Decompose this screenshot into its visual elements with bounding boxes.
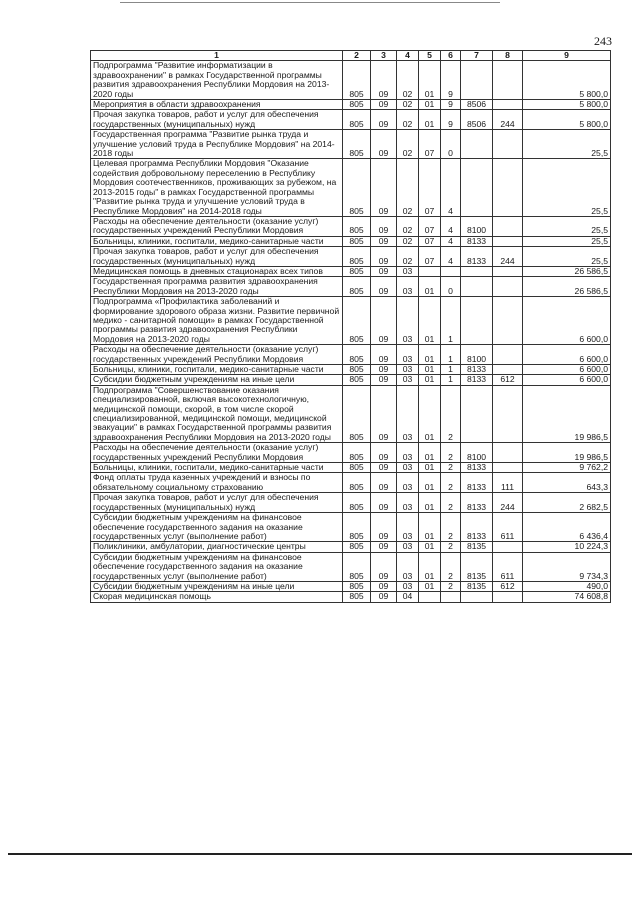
- expense-name-cell: Субсидии бюджетным учреждениям на иные цели: [91, 581, 343, 591]
- code-cell: 03: [397, 552, 419, 581]
- code-cell: 8133: [461, 463, 493, 473]
- code-cell: 09: [371, 236, 397, 246]
- code-cell: 2: [441, 513, 461, 542]
- code-cell: 8133: [461, 493, 493, 513]
- table-row: [91, 513, 611, 542]
- code-cell: 01: [419, 552, 441, 581]
- code-cell: 03: [397, 443, 419, 463]
- table-row: [91, 365, 611, 375]
- code-cell: 244: [493, 247, 523, 267]
- code-cell: 4: [441, 216, 461, 236]
- code-cell: 01: [419, 463, 441, 473]
- table-row: [91, 581, 611, 591]
- amount-cell: 6 436,4: [523, 513, 611, 542]
- amount-cell: 9 734,3: [523, 552, 611, 581]
- table-row: [91, 542, 611, 552]
- code-cell: 01: [419, 385, 441, 442]
- expense-name-cell: Субсидии бюджетным учреждениям на иные цели: [91, 375, 343, 385]
- code-cell: 1: [441, 375, 461, 385]
- table-row: [91, 493, 611, 513]
- code-cell: [493, 297, 523, 345]
- code-cell: 09: [371, 493, 397, 513]
- code-cell: 03: [397, 365, 419, 375]
- code-cell: 244: [493, 110, 523, 130]
- code-cell: 02: [397, 110, 419, 130]
- code-cell: [461, 266, 493, 276]
- table-row: [91, 473, 611, 493]
- code-cell: 02: [397, 130, 419, 159]
- code-cell: 805: [343, 592, 371, 602]
- code-cell: 01: [419, 443, 441, 463]
- amount-cell: 10 224,3: [523, 542, 611, 552]
- code-cell: 09: [371, 385, 397, 442]
- column-header: 1: [91, 51, 343, 61]
- column-header: 2: [343, 51, 371, 61]
- code-cell: 805: [343, 385, 371, 442]
- code-cell: 03: [397, 345, 419, 365]
- expense-name-cell: Государственная программа "Развитие рынка труда и улучшение условий труда в Республике Мордовия" на 2014-2018 годы: [91, 130, 343, 159]
- code-cell: 8133: [461, 473, 493, 493]
- scan-edge-mark: [120, 2, 500, 3]
- page-bottom-rule: [8, 853, 632, 855]
- code-cell: 03: [397, 277, 419, 297]
- code-cell: 09: [371, 365, 397, 375]
- code-cell: 805: [343, 552, 371, 581]
- code-cell: 1: [441, 345, 461, 365]
- code-cell: 03: [397, 513, 419, 542]
- code-cell: 805: [343, 375, 371, 385]
- table-row: [91, 236, 611, 246]
- column-header: 5: [419, 51, 441, 61]
- code-cell: 03: [397, 385, 419, 442]
- code-cell: [493, 266, 523, 276]
- code-cell: 09: [371, 159, 397, 216]
- table-row: [91, 443, 611, 463]
- code-cell: 09: [371, 247, 397, 267]
- code-cell: [493, 542, 523, 552]
- amount-cell: 74 608,8: [523, 592, 611, 602]
- code-cell: 2: [441, 493, 461, 513]
- table-row: [91, 375, 611, 385]
- code-cell: 611: [493, 513, 523, 542]
- code-cell: 03: [397, 463, 419, 473]
- code-cell: 02: [397, 100, 419, 110]
- code-cell: 01: [419, 581, 441, 591]
- code-cell: 805: [343, 365, 371, 375]
- code-cell: 2: [441, 473, 461, 493]
- code-cell: [441, 592, 461, 602]
- code-cell: 805: [343, 277, 371, 297]
- code-cell: 8133: [461, 247, 493, 267]
- code-cell: [461, 592, 493, 602]
- table-row: [91, 130, 611, 159]
- table-row: [91, 110, 611, 130]
- code-cell: 09: [371, 100, 397, 110]
- code-cell: 07: [419, 236, 441, 246]
- code-cell: 4: [441, 159, 461, 216]
- amount-cell: 643,3: [523, 473, 611, 493]
- column-header: 7: [461, 51, 493, 61]
- code-cell: 03: [397, 375, 419, 385]
- amount-cell: 25,5: [523, 130, 611, 159]
- code-cell: 1: [441, 365, 461, 375]
- column-header: 9: [523, 51, 611, 61]
- code-cell: [419, 266, 441, 276]
- code-cell: 09: [371, 542, 397, 552]
- code-cell: [493, 159, 523, 216]
- code-cell: 0: [441, 130, 461, 159]
- expense-name-cell: Подпрограмма «Профилактика заболеваний и формирование здорового образа жизни. Развитие первичной медико - санитарной помощи» в рамках Государственной программы развития здравоохранения Республики Мордовия на 2013-2020 годы: [91, 297, 343, 345]
- code-cell: 09: [371, 345, 397, 365]
- code-cell: 02: [397, 159, 419, 216]
- code-cell: 01: [419, 513, 441, 542]
- code-cell: [461, 61, 493, 100]
- code-cell: 8135: [461, 552, 493, 581]
- expense-name-cell: Фонд оплаты труда казенных учреждений и взносы по обязательному социальному страхованию: [91, 473, 343, 493]
- code-cell: 8133: [461, 365, 493, 375]
- code-cell: 805: [343, 513, 371, 542]
- expense-name-cell: Субсидии бюджетным учреждениям на финансовое обеспечение государственного задания на оказание государственных услуг (выполнение работ): [91, 513, 343, 542]
- budget-table: [90, 50, 611, 603]
- code-cell: 9: [441, 61, 461, 100]
- code-cell: 01: [419, 542, 441, 552]
- expense-name-cell: Больницы, клиники, госпитали, медико-санитарные части: [91, 463, 343, 473]
- table-row: [91, 159, 611, 216]
- amount-cell: 6 600,0: [523, 345, 611, 365]
- code-cell: 8506: [461, 110, 493, 130]
- table-row: [91, 61, 611, 100]
- code-cell: 8100: [461, 216, 493, 236]
- code-cell: 01: [419, 61, 441, 100]
- code-cell: [493, 61, 523, 100]
- code-cell: 03: [397, 581, 419, 591]
- code-cell: 805: [343, 61, 371, 100]
- expense-name-cell: Медицинская помощь в дневных стационарах всех типов: [91, 266, 343, 276]
- budget-table-body: [91, 61, 611, 602]
- code-cell: 09: [371, 513, 397, 542]
- expense-name-cell: Расходы на обеспечение деятельности (оказание услуг) государственных учреждений Республики Мордовия: [91, 216, 343, 236]
- code-cell: 09: [371, 375, 397, 385]
- code-cell: 8133: [461, 513, 493, 542]
- code-cell: 04: [397, 592, 419, 602]
- code-cell: 2: [441, 463, 461, 473]
- code-cell: 01: [419, 473, 441, 493]
- code-cell: 01: [419, 493, 441, 513]
- table-row: [91, 592, 611, 602]
- amount-cell: 19 986,5: [523, 385, 611, 442]
- code-cell: 02: [397, 247, 419, 267]
- code-cell: 111: [493, 473, 523, 493]
- code-cell: 09: [371, 277, 397, 297]
- code-cell: 03: [397, 493, 419, 513]
- code-cell: 07: [419, 159, 441, 216]
- code-cell: 2: [441, 443, 461, 463]
- code-cell: 07: [419, 216, 441, 236]
- code-cell: 09: [371, 61, 397, 100]
- expense-name-cell: Прочая закупка товаров, работ и услуг для обеспечения государственных (муниципальных) нужд: [91, 493, 343, 513]
- code-cell: 03: [397, 266, 419, 276]
- code-cell: 2: [441, 581, 461, 591]
- code-cell: 2: [441, 542, 461, 552]
- code-cell: 805: [343, 100, 371, 110]
- code-cell: 8135: [461, 581, 493, 591]
- code-cell: 612: [493, 581, 523, 591]
- table-row: [91, 552, 611, 581]
- code-cell: 8133: [461, 236, 493, 246]
- code-cell: 02: [397, 216, 419, 236]
- code-cell: 8135: [461, 542, 493, 552]
- table-row: [91, 266, 611, 276]
- page-number: 243: [594, 34, 612, 48]
- code-cell: 805: [343, 297, 371, 345]
- code-cell: 805: [343, 493, 371, 513]
- code-cell: [493, 443, 523, 463]
- code-cell: 09: [371, 463, 397, 473]
- code-cell: 805: [343, 159, 371, 216]
- code-cell: 09: [371, 581, 397, 591]
- code-cell: 805: [343, 443, 371, 463]
- code-cell: [493, 216, 523, 236]
- column-header: 6: [441, 51, 461, 61]
- code-cell: 1: [441, 297, 461, 345]
- expense-name-cell: Больницы, клиники, госпитали, медико-санитарные части: [91, 236, 343, 246]
- code-cell: [461, 159, 493, 216]
- code-cell: 07: [419, 247, 441, 267]
- amount-cell: 5 800,0: [523, 110, 611, 130]
- column-header: 3: [371, 51, 397, 61]
- expense-name-cell: Государственная программа развития здравоохранения Республики Мордовия на 2013-2020 годы: [91, 277, 343, 297]
- code-cell: 2: [441, 385, 461, 442]
- code-cell: 09: [371, 110, 397, 130]
- code-cell: [461, 297, 493, 345]
- expense-name-cell: Прочая закупка товаров, работ и услуг для обеспечения государственных (муниципальных) нужд: [91, 110, 343, 130]
- amount-cell: 5 800,0: [523, 61, 611, 100]
- code-cell: [493, 345, 523, 365]
- code-cell: 8133: [461, 375, 493, 385]
- code-cell: 07: [419, 130, 441, 159]
- code-cell: [419, 592, 441, 602]
- table-row: [91, 385, 611, 442]
- code-cell: 09: [371, 130, 397, 159]
- code-cell: 01: [419, 365, 441, 375]
- amount-cell: 25,5: [523, 216, 611, 236]
- amount-cell: 25,5: [523, 247, 611, 267]
- code-cell: 805: [343, 216, 371, 236]
- code-cell: 02: [397, 236, 419, 246]
- code-cell: 805: [343, 473, 371, 493]
- code-cell: 09: [371, 473, 397, 493]
- table-row: [91, 277, 611, 297]
- code-cell: 2: [441, 552, 461, 581]
- expense-name-cell: Субсидии бюджетным учреждениям на финансовое обеспечение государственного задания на оказание государственных услуг (выполнение работ): [91, 552, 343, 581]
- amount-cell: 9 762,2: [523, 463, 611, 473]
- expense-name-cell: Расходы на обеспечение деятельности (оказание услуг) государственных учреждений Республики Мордовия: [91, 443, 343, 463]
- code-cell: 805: [343, 110, 371, 130]
- code-cell: 4: [441, 236, 461, 246]
- code-cell: 8100: [461, 345, 493, 365]
- code-cell: [493, 385, 523, 442]
- code-cell: 03: [397, 297, 419, 345]
- expense-name-cell: Скорая медицинская помощь: [91, 592, 343, 602]
- code-cell: 805: [343, 581, 371, 591]
- code-cell: 09: [371, 266, 397, 276]
- amount-cell: 6 600,0: [523, 375, 611, 385]
- code-cell: 09: [371, 443, 397, 463]
- amount-cell: 5 800,0: [523, 100, 611, 110]
- code-cell: [493, 277, 523, 297]
- amount-cell: 26 586,5: [523, 277, 611, 297]
- amount-cell: 25,5: [523, 236, 611, 246]
- code-cell: 09: [371, 592, 397, 602]
- code-cell: [493, 365, 523, 375]
- code-cell: [493, 130, 523, 159]
- code-cell: 09: [371, 552, 397, 581]
- table-row: [91, 247, 611, 267]
- code-cell: 805: [343, 266, 371, 276]
- expense-name-cell: Поликлиники, амбулатории, диагностические центры: [91, 542, 343, 552]
- code-cell: 01: [419, 277, 441, 297]
- column-number-header-row: [91, 51, 611, 61]
- budget-table-container: [90, 50, 610, 603]
- code-cell: 01: [419, 345, 441, 365]
- code-cell: 9: [441, 110, 461, 130]
- table-row: [91, 297, 611, 345]
- expense-name-cell: Прочая закупка товаров, работ и услуг для обеспечения государственных (муниципальных) нужд: [91, 247, 343, 267]
- amount-cell: 2 682,5: [523, 493, 611, 513]
- code-cell: [493, 463, 523, 473]
- code-cell: 0: [441, 277, 461, 297]
- code-cell: 612: [493, 375, 523, 385]
- code-cell: 03: [397, 473, 419, 493]
- code-cell: [441, 266, 461, 276]
- code-cell: 9: [441, 100, 461, 110]
- table-row: [91, 345, 611, 365]
- code-cell: [493, 236, 523, 246]
- code-cell: [461, 385, 493, 442]
- code-cell: 01: [419, 100, 441, 110]
- code-cell: 02: [397, 61, 419, 100]
- amount-cell: 19 986,5: [523, 443, 611, 463]
- code-cell: [461, 130, 493, 159]
- code-cell: 805: [343, 463, 371, 473]
- code-cell: 8100: [461, 443, 493, 463]
- code-cell: 09: [371, 297, 397, 345]
- code-cell: 01: [419, 375, 441, 385]
- expense-name-cell: Целевая программа Республики Мордовия "Оказание содействия добровольному переселению в Республику Мордовия соотечественников, проживающих за рубежом, на 2013-2015 годы" в рамках Государственной программы "Развитие рынка труда и улучшение условий труда в Республике Мордовия" на 2014-2018 годы: [91, 159, 343, 216]
- code-cell: 805: [343, 130, 371, 159]
- amount-cell: 25,5: [523, 159, 611, 216]
- expense-name-cell: Мероприятия в области здравоохранения: [91, 100, 343, 110]
- expense-name-cell: Подпрограмма "Развитие информатизации в здравоохранении" в рамках Государственной программы развития здравоохранения Республики Мордовия на 2013-2020 годы: [91, 61, 343, 100]
- code-cell: 805: [343, 542, 371, 552]
- table-row: [91, 100, 611, 110]
- amount-cell: 6 600,0: [523, 297, 611, 345]
- code-cell: 01: [419, 110, 441, 130]
- code-cell: 805: [343, 345, 371, 365]
- table-row: [91, 463, 611, 473]
- code-cell: 611: [493, 552, 523, 581]
- table-row: [91, 216, 611, 236]
- code-cell: 8506: [461, 100, 493, 110]
- amount-cell: 6 600,0: [523, 365, 611, 375]
- expense-name-cell: Больницы, клиники, госпитали, медико-санитарные части: [91, 365, 343, 375]
- code-cell: [493, 100, 523, 110]
- code-cell: 4: [441, 247, 461, 267]
- code-cell: 03: [397, 542, 419, 552]
- column-header: 4: [397, 51, 419, 61]
- code-cell: 805: [343, 236, 371, 246]
- code-cell: [493, 592, 523, 602]
- amount-cell: 490,0: [523, 581, 611, 591]
- code-cell: 09: [371, 216, 397, 236]
- code-cell: [461, 277, 493, 297]
- code-cell: 244: [493, 493, 523, 513]
- amount-cell: 26 586,5: [523, 266, 611, 276]
- expense-name-cell: Расходы на обеспечение деятельности (оказание услуг) государственных учреждений Республики Мордовия: [91, 345, 343, 365]
- expense-name-cell: Подпрограмма "Совершенствование оказания специализированной, включая высокотехнологичную, медицинской помощи, скорой, в том числе скорой специализированной, медицинской помощи, медицинской эвакуации" в рамках Государственной программы развития здравоохранения Республики Мордовия на 2013-2020 годы: [91, 385, 343, 442]
- column-header: 8: [493, 51, 523, 61]
- code-cell: 805: [343, 247, 371, 267]
- code-cell: 01: [419, 297, 441, 345]
